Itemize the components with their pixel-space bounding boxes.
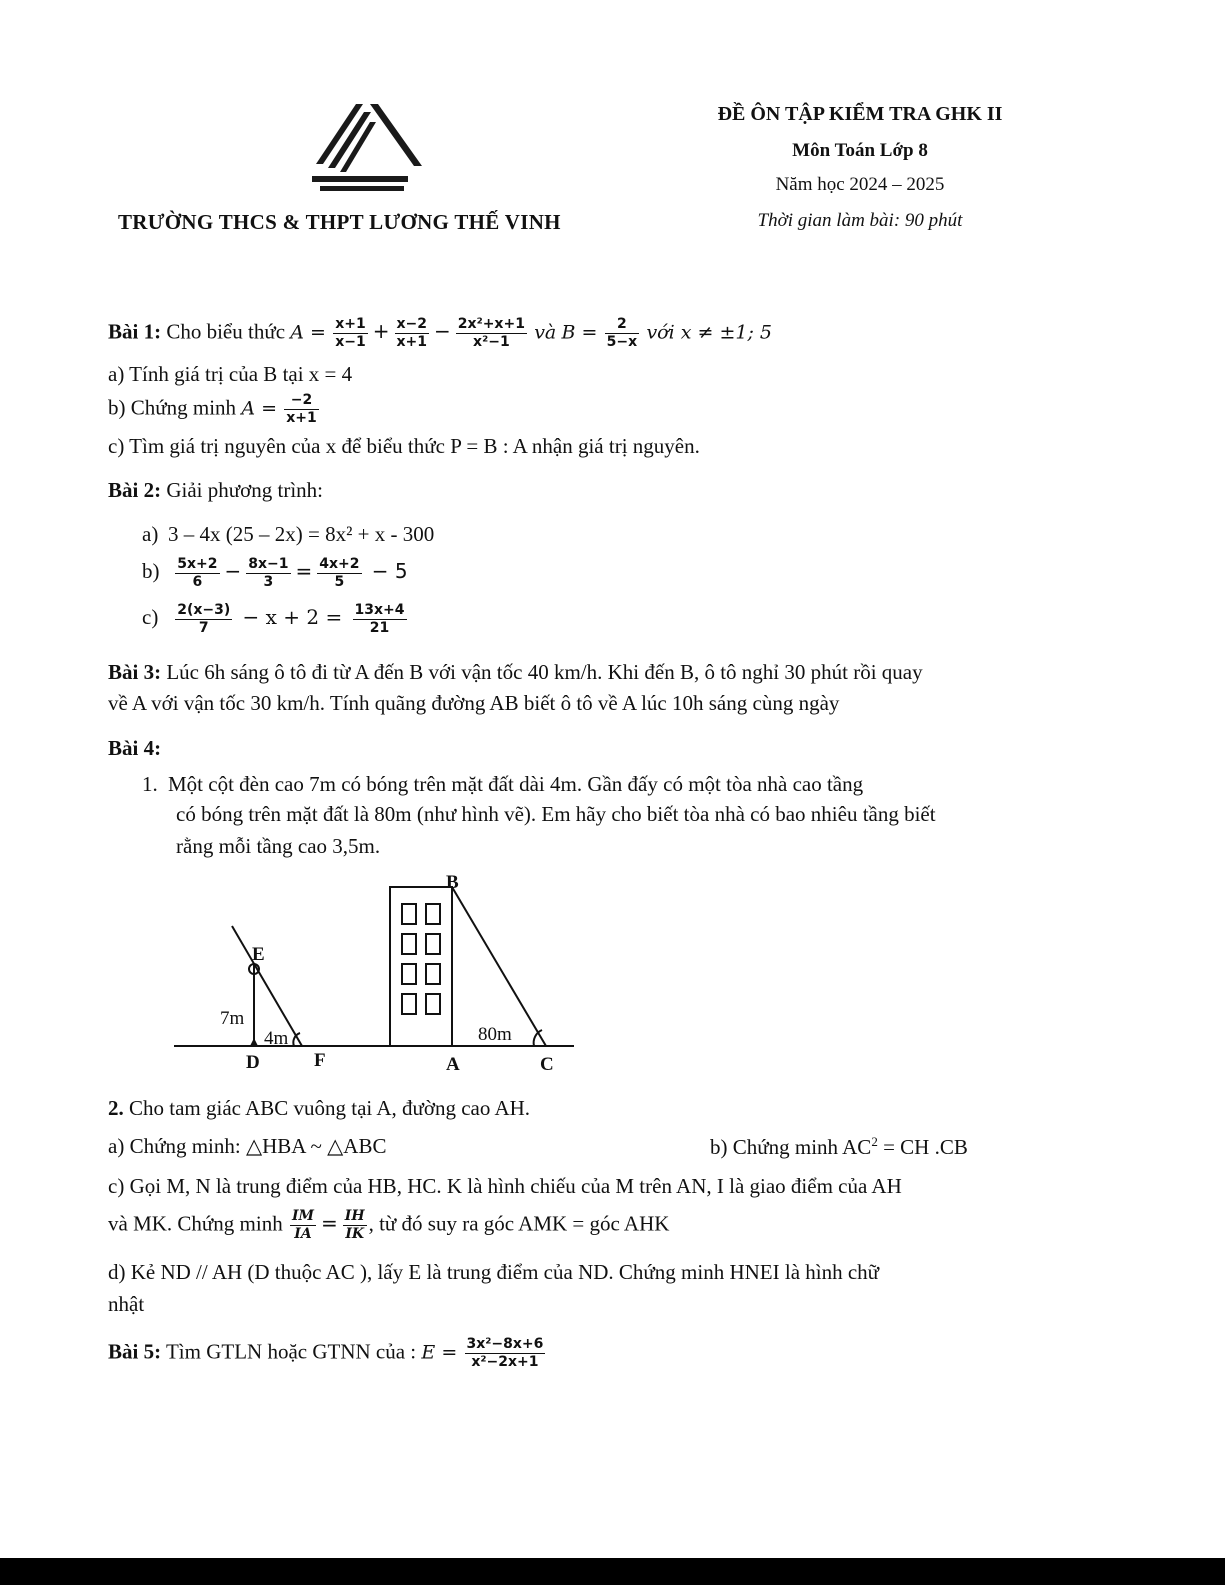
bai5-statement: Bài 5: Tìm GTLN hoặc GTNN của : E = $\frac{\text{3x²−8x+6}}{\text{x²−2x+1}}$ bbox=[108, 1336, 544, 1370]
var-a: A = bbox=[290, 321, 326, 344]
bai5-label: Bài 5: bbox=[108, 1339, 162, 1364]
bai2-c: c) $\frac{2(x-3)}{7}$ − x + 2 = $\frac{13x+4}{21}$ bbox=[142, 602, 405, 636]
bai4-p1-line2: có bóng trên mặt đất là 80m (như hình vẽ). Em hãy cho biết tòa nhà có bao nhiêu tầng biết bbox=[176, 802, 936, 826]
bai4-p2: 2. Cho tam giác ABC vuông tại A, đường cao AH. bbox=[108, 1096, 531, 1120]
exam-subject: Môn Toán Lớp 8 bbox=[792, 140, 928, 161]
bai1-a: a) Tính giá trị của B tại x = 4 bbox=[108, 362, 353, 386]
bai4-p2-a: a) Chứng minh: △HBA ~ △ABC bbox=[108, 1134, 387, 1158]
bai2-b: b) $\frac{5x+2}{6}$ − $\frac{8x-1}{3}$ = $\frac{4x+2}{5}$ − 5 bbox=[142, 556, 408, 590]
label-d: D bbox=[246, 1052, 260, 1073]
bai4-p1-line3: rằng mỗi tầng cao 3,5m. bbox=[176, 834, 381, 858]
fraction: $\frac{x+1}{x-1}$ bbox=[335, 316, 366, 350]
label-7m: 7m bbox=[220, 1008, 245, 1029]
fraction: $\frac{-2}{x+1}$ bbox=[286, 392, 317, 426]
fraction: $\frac{IM}{IA}$ bbox=[291, 1208, 315, 1242]
building bbox=[390, 887, 452, 1046]
label-c: C bbox=[540, 1054, 554, 1075]
bai4-label: Bài 4: bbox=[108, 736, 162, 760]
bai4-p2-d-line1: d) Kẻ ND // AH (D thuộc AC ), lấy E là trung điểm của ND. Chứng minh HNEI là hình chữ bbox=[108, 1260, 880, 1284]
bai3-label: Bài 3: bbox=[108, 660, 162, 684]
bai4-p1-line1: 1. Một cột đèn cao 7m có bóng trên mặt đất dài 4m. Gần đấy có một tòa nhà cao tầng bbox=[142, 772, 864, 796]
exam-duration: Thời gian làm bài: 90 phút bbox=[757, 210, 963, 231]
bai2-label: Bài 2: bbox=[108, 478, 162, 502]
label-f: F bbox=[314, 1050, 326, 1071]
bai2-intro: Giải phương trình: bbox=[166, 478, 323, 502]
fraction: $\frac{5x+2}{6}$ bbox=[177, 556, 218, 590]
label-e: E bbox=[252, 944, 265, 965]
bai2-a: a) 3 – 4x (25 – 2x) = 8x² + x - 300 bbox=[142, 522, 435, 546]
bai1-intro: Cho biểu thức bbox=[166, 319, 286, 344]
label-80m: 80m bbox=[478, 1024, 512, 1045]
fraction: $\frac{8x-1}{3}$ bbox=[248, 556, 289, 590]
shadow-figure bbox=[170, 870, 580, 1080]
fraction: $\frac{\text{2x²+x+1}}{\text{x²−1}}$ bbox=[457, 316, 525, 350]
label-4m: 4m bbox=[264, 1028, 289, 1049]
bai4-p2-b: b) Chứng minh $AC^2$ = CH .CB bbox=[710, 1134, 968, 1159]
bai4-p2-d-line2: nhật bbox=[108, 1292, 145, 1316]
bai1-c: c) Tìm giá trị nguyên của x để biểu thức P = B : A nhận giá trị nguyên. bbox=[108, 434, 700, 458]
bai2-statement bbox=[108, 478, 323, 503]
fraction: $\frac{\text{3x²−8x+6}}{\text{x²−2x+1}}$ bbox=[466, 1336, 544, 1370]
condition: với x ≠ ±1; 5 bbox=[646, 321, 772, 344]
and-word: và bbox=[534, 321, 557, 344]
school-name: TRƯỜNG THCS & THPT LƯƠNG THẾ VINH bbox=[118, 210, 561, 234]
bai1-label: Bài 1: bbox=[108, 319, 162, 344]
label-a: A bbox=[446, 1054, 460, 1075]
fraction: $\frac{IH}{IK}$ bbox=[344, 1208, 365, 1242]
bai1-b: b) Chứng minh A = $\frac{-2}{x+1}$ bbox=[108, 392, 317, 426]
fraction: $\frac{x-2}{x+1}$ bbox=[396, 316, 428, 350]
exam-year: Năm học 2024 – 2025 bbox=[775, 174, 945, 195]
var-b: B = bbox=[561, 321, 598, 344]
bai3-line1: Bài 3: Lúc 6h sáng ô tô đi từ A đến B với vận tốc 40 km/h. Khi đến B, ô tô nghỉ 30 phút rồi quay bbox=[108, 660, 923, 684]
fraction: $\frac{2}{5-x}$ bbox=[606, 316, 638, 350]
label-b: B bbox=[446, 872, 459, 893]
fraction: $\frac{13x+4}{21}$ bbox=[354, 602, 405, 636]
light-ray-bc bbox=[452, 887, 546, 1046]
bai4-p2-c-line2: và MK. Chứng minh $\frac{IM}{IA}$ = $\frac{IH}{IK}$ , từ đó suy ra góc AMK = góc AHK bbox=[108, 1208, 670, 1242]
scan-bottom-edge bbox=[0, 1558, 1225, 1585]
fraction: $\frac{4x+2}{5}$ bbox=[319, 556, 360, 590]
building-windows bbox=[402, 904, 440, 1014]
fraction: $\frac{2(x-3)}{7}$ bbox=[177, 602, 231, 636]
bai1-statement: Bài 1: Cho biểu thức A = $\frac{x+1}{x-1}$ + $\frac{x-2}{x+1}$ − $\frac{\text{2x²+x+1}}{\text{x²−1}}$ và B = $\frac{2}{5-x}$ với x ≠ ±1; 5 bbox=[108, 316, 772, 350]
bai4-p2-c-line1: c) Gọi M, N là trung điểm của HB, HC. K là hình chiếu của M trên AN, I là giao điểm của AH bbox=[108, 1174, 902, 1198]
school-logo bbox=[308, 100, 430, 195]
exam-title: ĐỀ ÔN TẬP KIỂM TRA GHK II bbox=[717, 103, 1003, 125]
bai3-line2: về A với vận tốc 30 km/h. Tính quãng đường AB biết ô tô về A lúc 10h sáng cùng ngày bbox=[108, 691, 840, 715]
